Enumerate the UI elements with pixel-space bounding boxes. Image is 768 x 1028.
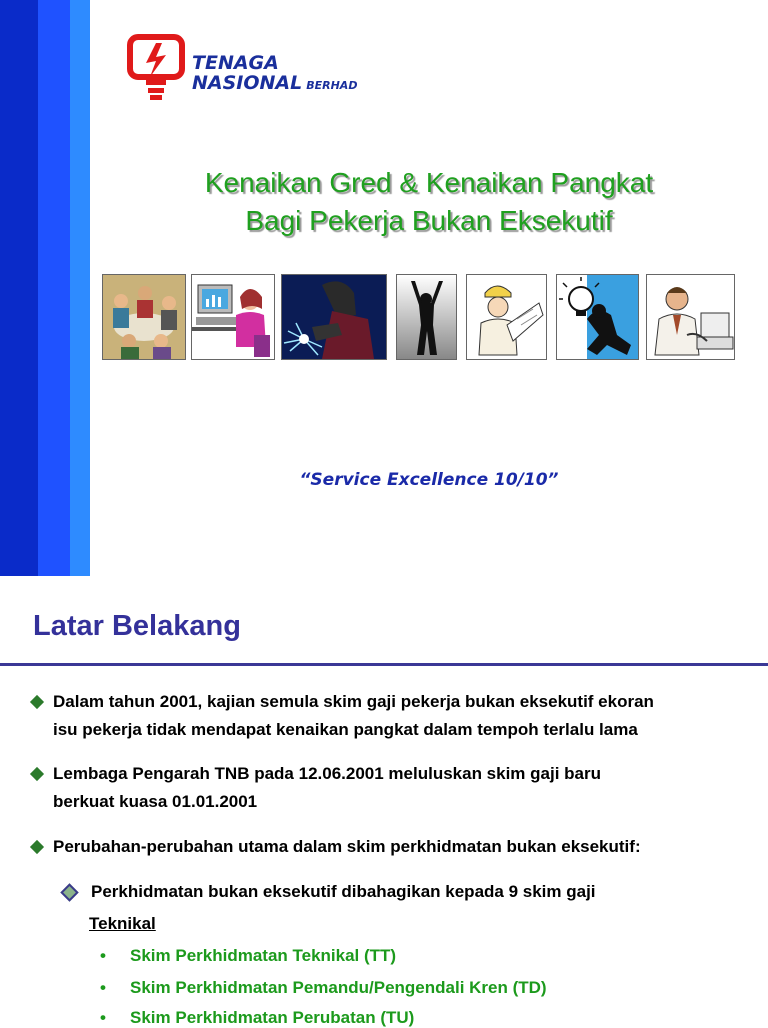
bullet-item bbox=[32, 833, 753, 861]
group-item-text: Skim Perkhidmatan Pemandu/Pengendali Kren (TD) bbox=[130, 978, 547, 997]
dot-bullet: • bbox=[100, 1008, 106, 1027]
logo-line2: NASIONAL bbox=[192, 72, 303, 94]
bullet-line: isu pekerja tidak mendapat kenaikan pangkat dalam tempoh terlalu lama bbox=[53, 720, 638, 739]
slide-title bbox=[90, 164, 768, 240]
meeting-image bbox=[102, 274, 186, 360]
group-item bbox=[100, 978, 547, 998]
content-slide bbox=[0, 586, 768, 1027]
side-bar-mid bbox=[38, 0, 70, 576]
side-bar-dark bbox=[0, 0, 38, 576]
heading-divider bbox=[0, 663, 768, 666]
sub-bullet-item bbox=[63, 878, 596, 906]
computer-worker-image bbox=[191, 274, 275, 360]
welder-image bbox=[281, 274, 387, 360]
dot-bullet: • bbox=[100, 946, 106, 965]
dot-bullet: • bbox=[100, 978, 106, 997]
logo-wordmark bbox=[192, 53, 357, 96]
tnb-logo bbox=[126, 33, 376, 103]
section-heading: Latar Belakang bbox=[33, 610, 241, 642]
bullet-item bbox=[32, 688, 753, 744]
bullet-line: Perubahan-perubahan utama dalam skim perkhidmatan bukan eksekutif: bbox=[53, 837, 641, 856]
tagline: “Service Excellence 10/10” bbox=[299, 470, 559, 490]
bullet-line: Lembaga Pengarah TNB pada 12.06.2001 meluluskan skim gaji baru bbox=[53, 764, 601, 783]
group-item bbox=[100, 1008, 414, 1028]
group-item-text: Skim Perkhidmatan Perubatan (TU) bbox=[130, 1008, 415, 1027]
side-bar-light bbox=[70, 0, 90, 576]
title-line1: Kenaikan Gred & Kenaikan Pangkat bbox=[204, 167, 654, 198]
bullet-line: berkuat kuasa 01.01.2001 bbox=[53, 792, 258, 811]
group-item-text: Skim Perkhidmatan Teknikal (TT) bbox=[130, 946, 397, 965]
sub-bullet-text: Perkhidmatan bukan eksekutif dibahagikan kepada 9 skim gaji bbox=[91, 882, 596, 901]
group-item bbox=[100, 946, 396, 966]
tnb-emblem-icon bbox=[126, 33, 188, 103]
group-label: Teknikal bbox=[89, 914, 156, 933]
logo-suffix: BERHAD bbox=[306, 79, 358, 92]
engineer-blueprint-image bbox=[466, 274, 547, 360]
silhouette-image bbox=[396, 274, 457, 360]
lightbulb-idea-image bbox=[556, 274, 639, 360]
bullet-item bbox=[32, 760, 753, 816]
office-worker-image bbox=[646, 274, 735, 360]
logo-line1: TENAGA bbox=[192, 52, 279, 74]
title-line2: Bagi Pekerja Bukan Eksekutif bbox=[245, 205, 613, 236]
bullet-line: Dalam tahun 2001, kajian semula skim gaji pekerja bukan eksekutif ekoran bbox=[53, 692, 654, 711]
